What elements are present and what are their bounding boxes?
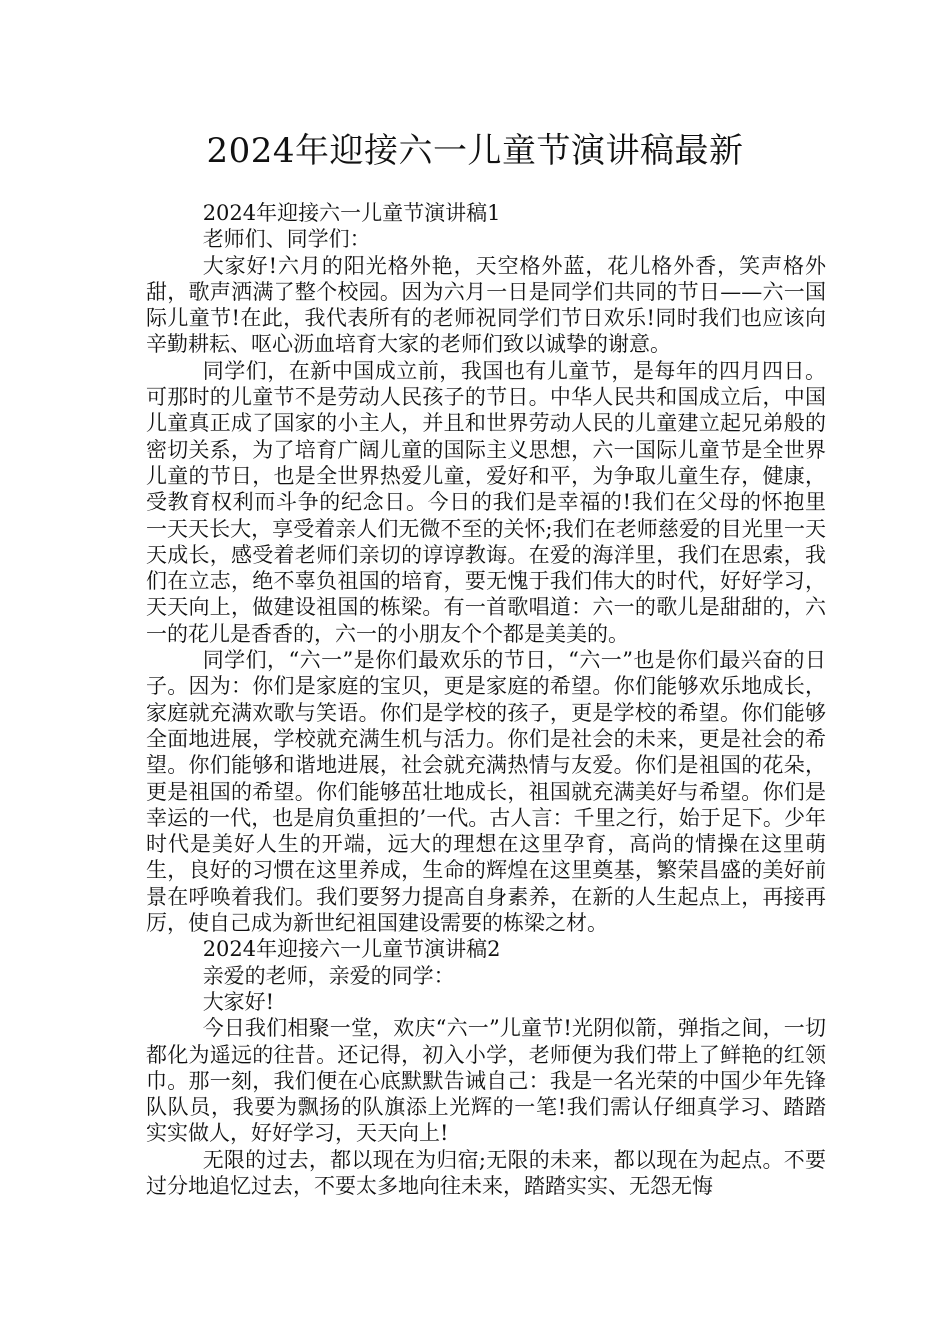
paragraph: 同学们，在新中国成立前，我国也有儿童节，是每年的四月四日。可那时的儿童节不是劳动人民孩子的节日。中华人民共和国成立后，中国儿童真正成了国家的小主人，并且和世界劳动人民的儿童建立起兄弟般的密切关系，为了培育广阔儿童的国际主义思想，六一国际儿童节是全世界儿童的节日，也是全世界热爱儿童，爱好和平，为争取儿童生存，健康，受教育权利而斗争的纪念日。今日的我们是幸福的!我们在父母的怀抱里一天天长大，享受着亲人们无微不至的关怀;我们在老师慈爱的目光里一天天成长，感受着老师们亲切的谆谆教诲。在爱的海洋里，我们在思索，我们在立志，绝不辜负祖国的培育，要无愧于我们伟大的时代，好好学习，天天向上，做建设祖国的栋梁。有一首歌唱道：六一的歌儿是甜甜的，六一的花儿是香香的，六一的小朋友个个都是美美的。 <box>146 358 826 646</box>
document-title: 2024年迎接六一儿童节演讲稿最新 <box>206 131 744 171</box>
document-body <box>146 200 826 1199</box>
section-heading-2: 2024年迎接六一儿童节演讲稿2 <box>202 937 501 962</box>
salutation-1: 老师们、同学们： <box>202 227 371 252</box>
paragraph: 今日我们相聚一堂，欢庆“六一”儿童节!光阴似箭，弹指之间，一切都化为遥远的往昔。还记得，初入小学，老师便为我们带上了鲜艳的红领巾。那一刻，我们便在心底默默告诫自己：我是一名光荣的中国少年先锋队队员，我要为飘扬的队旗添上光辉的一笔!我们需认仔细真学习、踏踏实实做人，好好学习，天天向上! <box>146 1016 826 1146</box>
paragraph: 同学们，“六一”是你们最欢乐的节日，“六一”也是你们最兴奋的日子。因为：你们是家庭的宝贝，更是家庭的希望。你们能够欢乐地成长，家庭就充满欢歌与笑语。你们是学校的孩子，更是学校的希望。你们能够全面地进展，学校就充满生机与活力。你们是社会的未来，更是社会的希望。你们能够和谐地进展，社会就充满热情与友爱。你们是祖国的花朵，更是祖国的希望。你们能够茁壮地成长，祖国就充满美好与希望。你们是幸运的一代，也是肩负重担的’一代。古人言：千里之行，始于足下。少年时代是美好人生的开端，远大的理想在这里孕育，高尚的情操在这里萌生，良好的习惯在这里养成，生命的辉煌在这里奠基，繁荣昌盛的美好前景在呼唤着我们。我们要努力提高自身素养，在新的人生起点上，再接再厉，使自己成为新世纪祖国建设需要的栋梁之材。 <box>146 648 826 936</box>
paragraph: 大家好!六月的阳光格外艳，天空格外蓝，花儿格外香，笑声格外甜，歌声洒满了整个校园。因为六月一日是同学们共同的节日——六一国际儿童节!在此，我代表所有的老师祝同学们节日欢乐!同时我们也应该向辛勤耕耘、呕心沥血培育大家的老师们致以诚挚的谢意。 <box>146 253 826 357</box>
greeting: 大家好! <box>202 989 275 1014</box>
section-heading-1: 2024年迎接六一儿童节演讲稿1 <box>202 201 501 225</box>
salutation-2: 亲爱的老师，亲爱的同学： <box>202 963 455 988</box>
paragraph: 无限的过去，都以现在为归宿;无限的未来，都以现在为起点。不要过分地追忆过去，不要太多地向往未来，踏踏实实、无怨无悔 <box>146 1147 826 1198</box>
